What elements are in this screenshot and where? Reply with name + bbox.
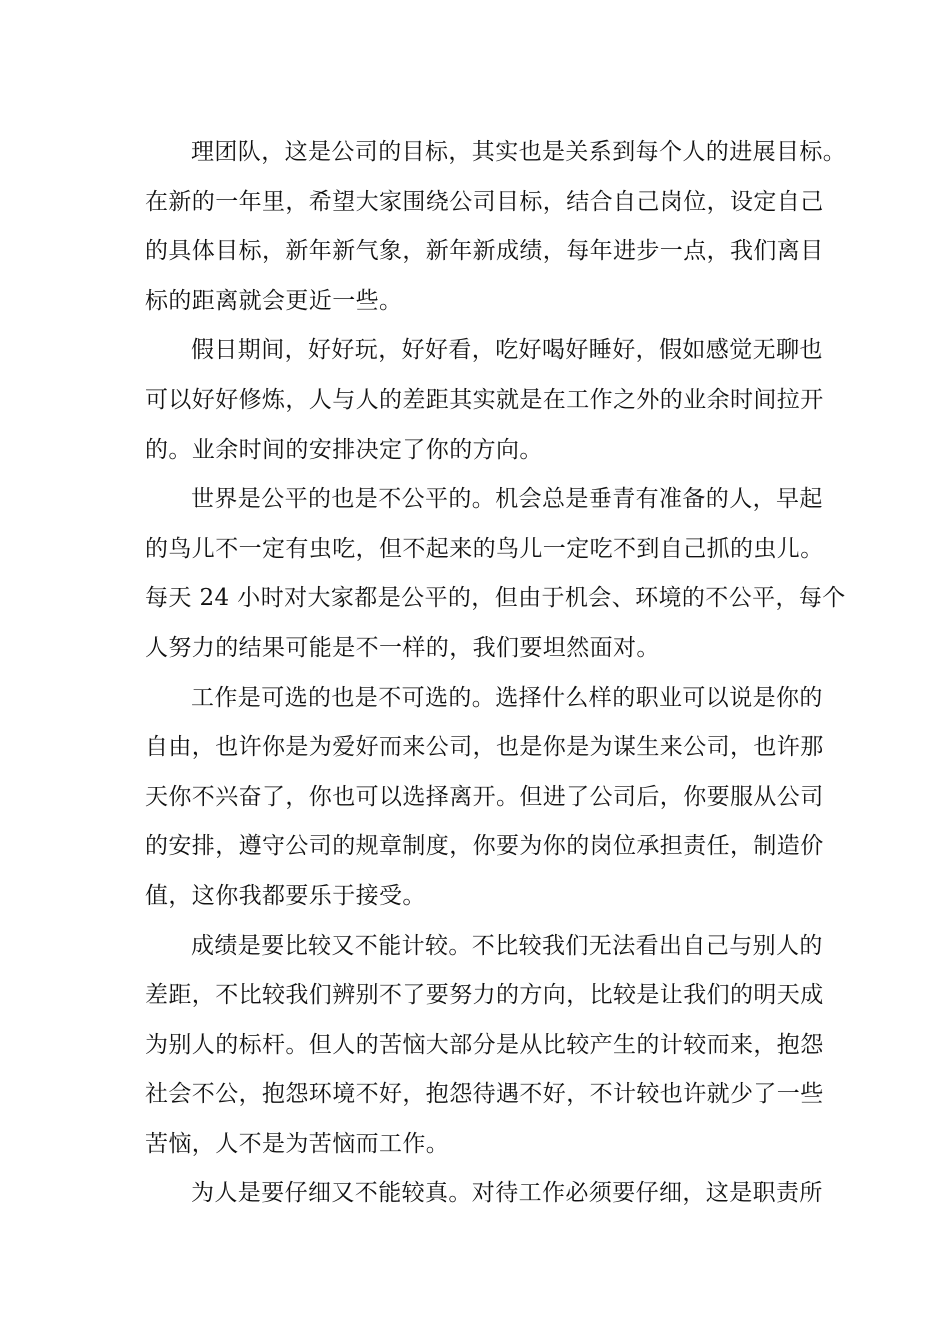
text-line: 世界是公平的也是不公平的。机会总是垂青有准备的人，早起 [191, 486, 823, 513]
text-line: 成绩是要比较又不能计较。不比较我们无法看出自己与别人的 [191, 932, 823, 959]
text-line: 的。业余时间的安排决定了你的方向。 [145, 436, 543, 463]
text-line: 为别人的标杆。但人的苦恼大部分是从比较产生的计较而来，抱怨 [145, 1031, 824, 1058]
text-line: 的具体目标，新年新气象，新年新成绩，每年进步一点，我们离目 [145, 238, 824, 265]
text-line: 假日期间，好好玩，好好看，吃好喝好睡好，假如感觉无聊也 [191, 337, 823, 364]
document-body [145, 128, 847, 1219]
text-line: 标的距离就会更近一些。 [145, 287, 403, 314]
text-line: 的安排，遵守公司的规章制度，你要为你的岗位承担责任，制造价 [145, 833, 824, 860]
text-line: 天你不兴奋了，你也可以选择离开。但进了公司后，你要服从公司 [145, 783, 824, 810]
text-line: 苦恼，人不是为苦恼而工作。 [145, 1130, 450, 1157]
text-line: 为人是要仔细又不能较真。对待工作必须要仔细，这是职责所 [191, 1180, 823, 1207]
text-line: 每天 24 小时对大家都是公平的，但由于机会、环境的不公平，每个 [145, 585, 846, 612]
text-line: 社会不公，抱怨环境不好，抱怨待遇不好，不计较也许就少了一些 [145, 1081, 824, 1108]
text-line: 自由，也许你是为爱好而来公司，也是你是为谋生来公司，也许那 [145, 734, 824, 761]
text-line: 可以好好修炼，人与人的差距其实就是在工作之外的业余时间拉开 [145, 386, 824, 413]
text-line: 差距，不比较我们辨别不了要努力的方向，比较是让我们的明天成 [145, 982, 824, 1009]
text-line: 人努力的结果可能是不一样的，我们要坦然面对。 [145, 634, 660, 661]
text-line: 理团队，这是公司的目标，其实也是关系到每个人的进展目标。 [191, 139, 847, 165]
text-line: 的鸟儿不一定有虫吃，但不起来的鸟儿一定吃不到自己抓的虫儿。 [145, 535, 824, 562]
text-line: 值，这你我都要乐于接受。 [145, 882, 426, 909]
text-line: 在新的一年里，希望大家围绕公司目标，结合自己岗位，设定自己 [145, 188, 824, 215]
text-line: 工作是可选的也是不可选的。选择什么样的职业可以说是你的 [191, 684, 823, 711]
